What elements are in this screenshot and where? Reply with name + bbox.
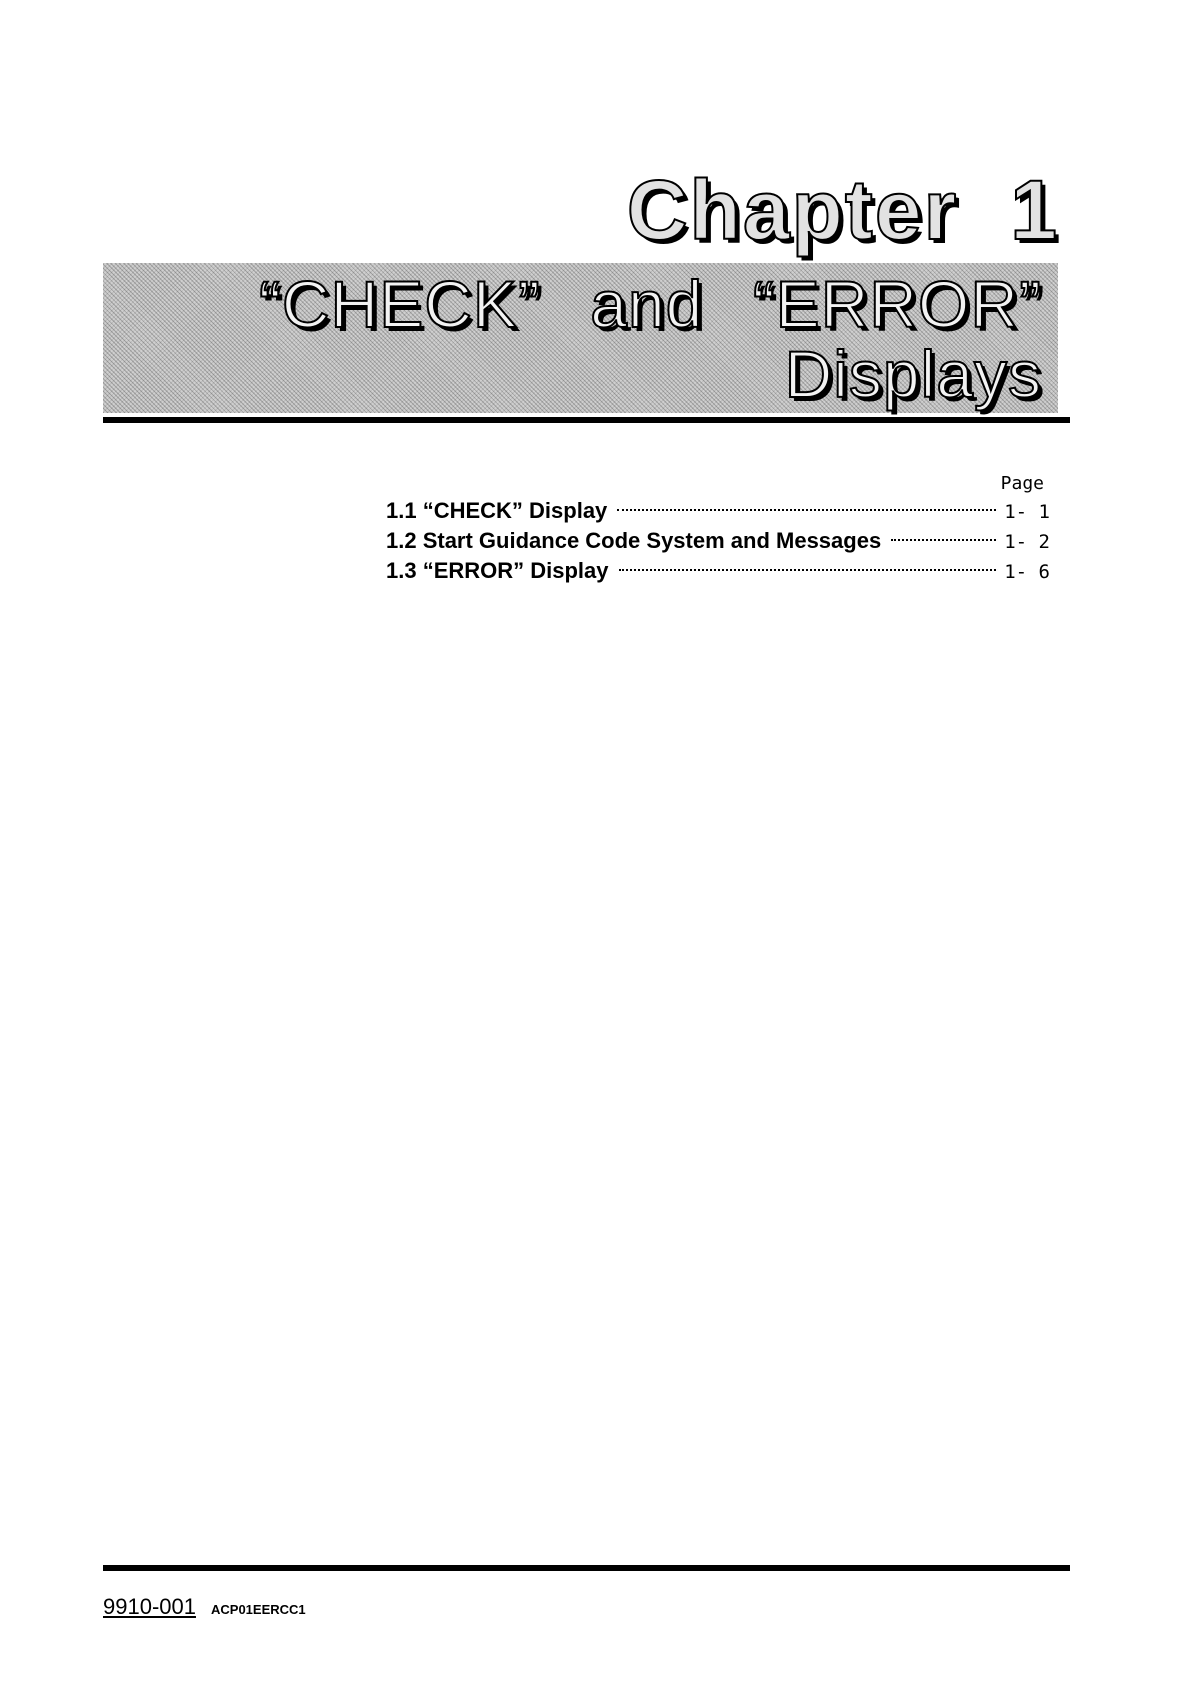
toc-entry-page: 1- 1	[1004, 501, 1050, 523]
table-of-contents	[386, 472, 1050, 586]
chapter-title-line-1: “CHECK” and “ERROR”	[258, 267, 1042, 341]
chapter-title-line-2: Displays	[784, 337, 1042, 411]
footer-doc-id: ACP01EERCC1	[211, 1602, 306, 1617]
toc-entry-label: 1.2 Start Guidance Code System and Messages	[386, 528, 882, 553]
toc-dot-leader	[619, 569, 996, 571]
footer-divider	[103, 1565, 1070, 1571]
toc-entry-1-3[interactable]	[386, 556, 1050, 586]
toc-entry-label: 1.1 “CHECK” Display	[386, 498, 608, 523]
chapter-heading	[626, 163, 1059, 257]
toc-dot-leader	[891, 539, 996, 541]
chapter-number: 1	[1010, 163, 1059, 257]
chapter-label: Chapter	[626, 163, 959, 257]
toc-entry-page: 1- 2	[1004, 531, 1050, 553]
toc-entry-1-2[interactable]	[386, 526, 1050, 556]
chapter-title-band	[103, 263, 1058, 413]
toc-entry-page: 1- 6	[1004, 561, 1050, 583]
toc-page-header: Page	[1000, 473, 1044, 494]
toc-entry-1-1[interactable]	[386, 496, 1050, 526]
toc-entry-label: 1.3 “ERROR” Display	[386, 558, 609, 583]
title-divider	[103, 417, 1070, 423]
toc-dot-leader	[617, 509, 996, 511]
footer-code: 9910-001	[103, 1594, 196, 1619]
